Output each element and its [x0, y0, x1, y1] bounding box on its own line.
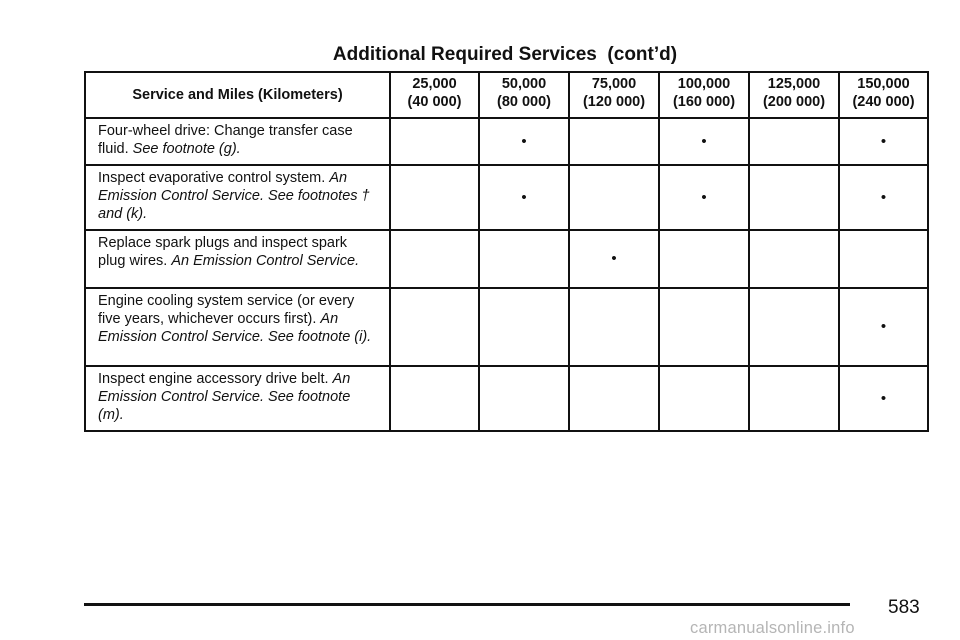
empty-cell	[479, 288, 569, 366]
header-interval	[749, 72, 839, 118]
empty-cell	[749, 288, 839, 366]
interval-miles: 75,000	[591, 76, 637, 92]
empty-cell	[569, 366, 659, 431]
header-interval	[390, 72, 479, 118]
service-mark: •	[569, 230, 659, 288]
interval-km: (240 000)	[852, 94, 915, 110]
table-row	[85, 366, 928, 431]
table-row	[85, 165, 928, 230]
header-interval	[659, 72, 749, 118]
service-description	[85, 366, 390, 431]
empty-cell	[569, 118, 659, 165]
empty-cell	[390, 230, 479, 288]
table-row	[85, 230, 928, 288]
service-text: Four-wheel drive: Change transfer case fluid.	[98, 123, 353, 157]
empty-cell	[749, 366, 839, 431]
service-text: Inspect engine accessory drive belt.	[98, 371, 333, 387]
service-mark: •	[839, 118, 928, 165]
interval-miles: 50,000	[501, 76, 547, 92]
service-text: Replace spark plugs and inspect spark plug wires.	[98, 235, 348, 269]
header-service: Service and Miles (Kilometers)	[85, 72, 390, 118]
footer-rule	[84, 603, 850, 606]
interval-miles: 25,000	[412, 76, 457, 92]
watermark: carmanualsonline.info	[690, 619, 855, 637]
header-interval	[839, 72, 928, 118]
interval-miles: 100,000	[677, 76, 731, 92]
interval-km: (80 000)	[496, 94, 551, 110]
empty-cell	[479, 230, 569, 288]
service-note: An Emission Control Service. See footnote (i).	[98, 311, 372, 345]
service-text: Inspect evaporative control system.	[98, 170, 330, 186]
service-description	[85, 118, 390, 165]
empty-cell	[390, 118, 479, 165]
service-note: See footnote (g).	[132, 141, 241, 157]
interval-miles: 150,000	[857, 76, 910, 92]
empty-cell	[659, 366, 749, 431]
empty-cell	[479, 366, 569, 431]
page-title: Additional Required Services (cont’d)	[332, 44, 678, 65]
maintenance-schedule-table	[84, 71, 929, 432]
interval-km: (200 000)	[762, 94, 826, 110]
service-mark: •	[839, 165, 928, 230]
interval-km: (40 000)	[407, 94, 462, 110]
empty-cell	[390, 366, 479, 431]
service-note: An Emission Control Service. See footnotes † and (k).	[98, 170, 370, 222]
empty-cell	[390, 288, 479, 366]
service-mark: •	[479, 165, 569, 230]
header-interval	[569, 72, 659, 118]
table-row	[85, 118, 928, 165]
empty-cell	[749, 165, 839, 230]
empty-cell	[569, 288, 659, 366]
empty-cell	[659, 288, 749, 366]
empty-cell	[839, 230, 928, 288]
service-description	[85, 288, 390, 366]
service-note: An Emission Control Service. See footnote (m).	[98, 371, 351, 423]
service-note: An Emission Control Service.	[171, 253, 360, 269]
empty-cell	[569, 165, 659, 230]
empty-cell	[390, 165, 479, 230]
service-text: Engine cooling system service (or every five years, whichever occurs first).	[98, 293, 355, 327]
service-description	[85, 165, 390, 230]
service-mark: •	[839, 366, 928, 431]
empty-cell	[659, 230, 749, 288]
service-mark: •	[659, 118, 749, 165]
interval-miles: 125,000	[767, 76, 821, 92]
header-interval	[479, 72, 569, 118]
table-header-row	[85, 72, 928, 118]
empty-cell	[749, 230, 839, 288]
empty-cell	[749, 118, 839, 165]
service-mark: •	[659, 165, 749, 230]
interval-km: (160 000)	[672, 94, 736, 110]
table-row	[85, 288, 928, 366]
table-body	[85, 118, 928, 431]
page-number: 583	[888, 597, 920, 618]
service-description	[85, 230, 390, 288]
service-mark: •	[479, 118, 569, 165]
service-mark: •	[839, 288, 928, 366]
interval-km: (120 000)	[582, 94, 646, 110]
